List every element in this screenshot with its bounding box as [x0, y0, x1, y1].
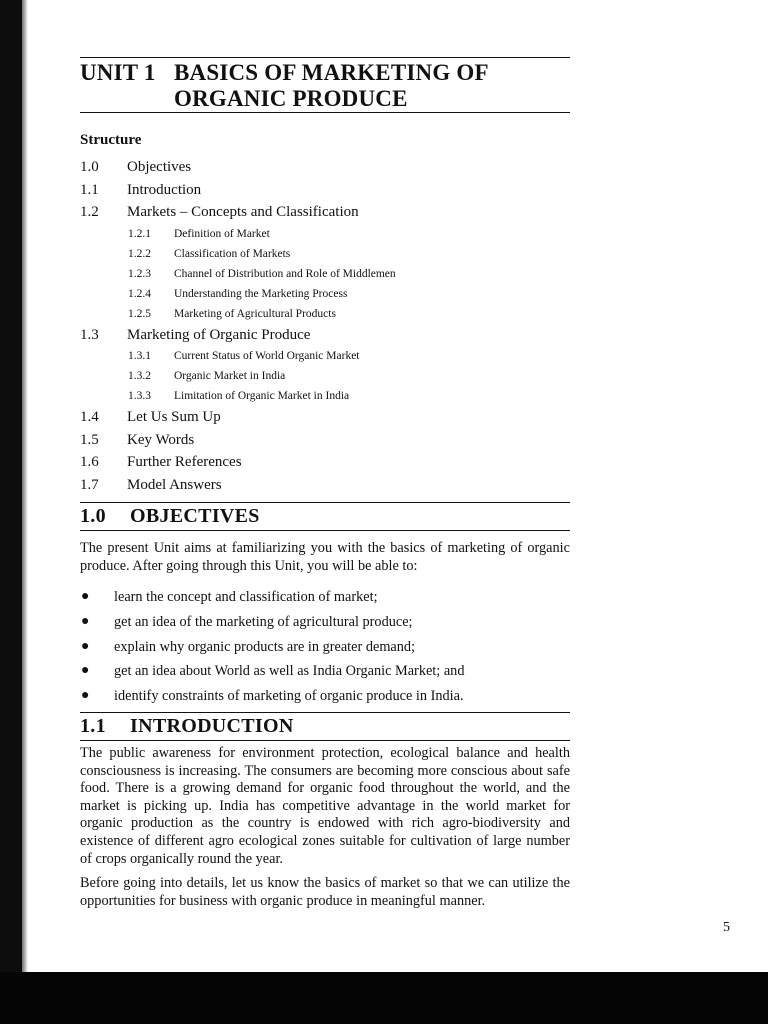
toc-title: Markets – Concepts and Classification [127, 204, 359, 220]
toc-subitem [80, 224, 570, 244]
toc-title: Definition of Market [174, 227, 270, 240]
toc-title: Objectives [127, 159, 192, 175]
toc-item [80, 201, 570, 224]
toc-number: 1.2 [80, 204, 99, 220]
toc-subitem [80, 346, 570, 366]
toc-subitem [80, 386, 570, 406]
toc-subitem [80, 304, 570, 324]
toc-number: 1.4 [80, 409, 99, 425]
objectives-top-rule [80, 502, 570, 503]
toc-number: 1.3.3 [128, 390, 151, 402]
structure-heading: Structure [80, 132, 142, 148]
toc-item [80, 451, 570, 474]
toc-number: 1.2.5 [128, 307, 151, 320]
introduction-paragraph-2: Before going into details, let us know the basics of market so that we can utilize the opportunities for business with organic produce in meaningful manner. [80, 875, 570, 909]
title-top-rule [80, 57, 570, 58]
list-item-text: explain why organic products are in greater demand; [114, 638, 416, 655]
list-item-text: get an idea about World as well as India Organic Market; and [114, 663, 465, 680]
toc-number: 1.7 [80, 476, 99, 493]
unit-title-line2: ORGANIC PRODUCE [174, 86, 408, 111]
list-item [80, 659, 570, 684]
toc-item [80, 429, 570, 452]
list-item [80, 684, 570, 709]
toc-number: 1.6 [80, 454, 99, 470]
list-item [80, 610, 570, 635]
toc-subitem [80, 244, 570, 264]
introduction-bottom-rule [80, 740, 570, 741]
toc-number: 1.3 [80, 326, 99, 343]
toc-title: Current Status of World Organic Market [174, 350, 360, 362]
unit-title-line1: BASICS OF MARKETING OF [174, 60, 489, 85]
bullet-icon: ● [81, 663, 90, 679]
toc-number: 1.3.1 [128, 350, 151, 362]
toc-number: 1.1 [80, 181, 99, 198]
objectives-intro: The present Unit aims at familiarizing you with the basics of marketing of organic produce. After going through this Unit, you will be able to: [80, 540, 570, 574]
toc-title: Key Words [127, 431, 195, 448]
introduction-paragraph-1: The public awareness for environment protection, ecological balance and health consciousness is increasing. The consumers are becoming more conscious about safe food. There is a growing demand for organic food throughout the world, and the market is picking up. India has competitive advantage in the world market for organic production as the country is endowed with rich agro-biodiversity and existence of different agro ecological zones suitable for cultivation of large number of crops organically round the year. [80, 745, 570, 867]
bullet-icon: ● [81, 589, 90, 604]
list-item-text: learn the concept and classification of market; [114, 589, 378, 605]
toc-title: Marketing of Organic Produce [127, 326, 311, 343]
toc-item [80, 324, 570, 347]
toc-subitem [80, 284, 570, 304]
toc-title: Further References [127, 454, 242, 470]
section-number: 1.1 [80, 715, 106, 737]
toc-number: 1.5 [80, 431, 99, 448]
title-bottom-rule [80, 112, 570, 113]
toc-number: 1.2.3 [128, 267, 151, 280]
unit-title [80, 60, 570, 112]
toc-number: 1.3.2 [128, 370, 151, 382]
scan-bottom-shadow [0, 972, 768, 1024]
list-item-text: get an idea of the marketing of agricultural produce; [114, 613, 413, 630]
scan-binding-edge [18, 0, 28, 1024]
toc-item [80, 406, 570, 429]
toc-title: Model Answers [127, 476, 222, 493]
list-item [80, 585, 570, 610]
toc-subitem [80, 264, 570, 284]
introduction-top-rule [80, 712, 570, 713]
section-title: INTRODUCTION [130, 715, 294, 737]
unit-number: UNIT 1 [80, 60, 156, 85]
toc-subitem [80, 366, 570, 386]
toc-item [80, 474, 570, 497]
list-item-text: identify constraints of marketing of organic produce in India. [114, 688, 464, 705]
introduction-heading [80, 715, 294, 738]
section-title: OBJECTIVES [130, 505, 260, 527]
page-number: 5 [723, 920, 730, 935]
toc-number: 1.0 [80, 159, 99, 175]
toc-title: Limitation of Organic Market in India [174, 390, 350, 402]
bullet-icon: ● [81, 638, 90, 654]
objectives-bottom-rule [80, 530, 570, 531]
toc-title: Marketing of Agricultural Products [174, 307, 336, 320]
objectives-list [80, 585, 570, 709]
table-of-contents [80, 156, 570, 496]
objectives-heading [80, 505, 260, 528]
list-item [80, 635, 570, 660]
toc-number: 1.2.2 [128, 247, 151, 260]
toc-item [80, 179, 570, 202]
toc-title: Introduction [127, 181, 202, 198]
toc-title: Classification of Markets [174, 247, 291, 260]
toc-title: Let Us Sum Up [127, 409, 221, 425]
toc-title: Channel of Distribution and Role of Middlemen [174, 267, 396, 280]
toc-item [80, 156, 570, 179]
toc-number: 1.2.4 [128, 287, 151, 300]
toc-number: 1.2.1 [128, 227, 151, 240]
bullet-icon: ● [81, 688, 90, 704]
section-number: 1.0 [80, 505, 106, 527]
bullet-icon: ● [81, 613, 90, 629]
toc-title: Organic Market in India [174, 370, 286, 382]
toc-title: Understanding the Marketing Process [174, 287, 348, 300]
